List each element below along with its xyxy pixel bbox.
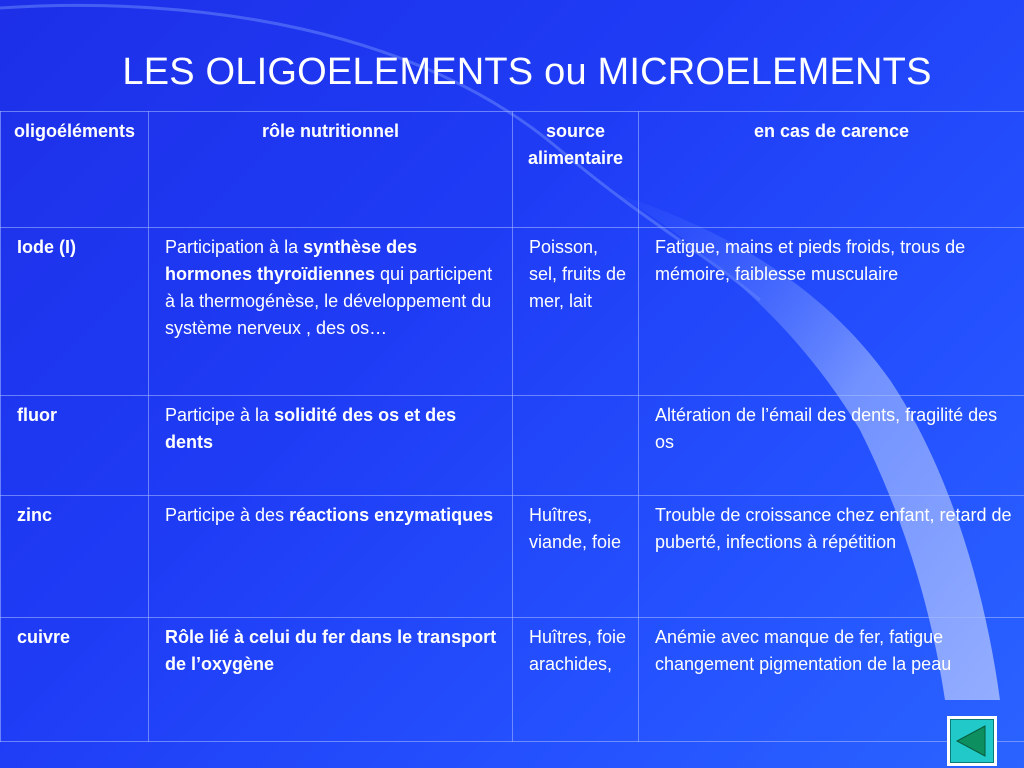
source-cell: Huîtres, foie arachides,	[513, 618, 639, 742]
slide-title: LES OLIGOELEMENTS ou MICROELEMENTS	[122, 51, 932, 93]
table-row	[1, 228, 1024, 396]
carence-cell: Trouble de croissance chez enfant, retard de puberté, infections à répétition	[639, 496, 1024, 618]
carence-cell: Fatigue, mains et pieds froids, trous de mémoire, faiblesse musculaire	[639, 228, 1024, 396]
element-cell: fluor	[1, 396, 149, 496]
header-role: rôle nutritionnel	[149, 112, 513, 228]
table-row	[1, 618, 1024, 742]
table-header-row	[1, 112, 1024, 228]
oligoelements-table	[0, 111, 1024, 742]
carence-cell: Altération de l’émail des dents, fragilité des os	[639, 396, 1024, 496]
back-button-face	[950, 719, 994, 763]
triangle-left-icon	[951, 720, 993, 762]
header-carence: en cas de carence	[639, 112, 1024, 228]
role-cell	[149, 618, 513, 742]
table-row	[1, 496, 1024, 618]
element-cell: Iode (I)	[1, 228, 149, 396]
header-oligoelements: oligoéléments	[1, 112, 149, 228]
header-source: source alimentaire	[513, 112, 639, 228]
role-text: Participe à la	[165, 405, 275, 425]
back-button[interactable]	[947, 716, 997, 766]
role-cell	[149, 496, 513, 618]
carence-cell: Anémie avec manque de fer, fatigue changement pigmentation de la peau	[639, 618, 1024, 742]
role-cell	[149, 228, 513, 396]
role-text: Participe à des	[165, 505, 290, 525]
role-cell	[149, 396, 513, 496]
role-bold-text: synthèse des hormones thyroïdiennes	[165, 237, 418, 284]
table-row	[1, 396, 1024, 496]
source-cell: Huîtres, viande, foie	[513, 496, 639, 618]
role-bold-text: réactions enzymatiques	[289, 505, 494, 525]
source-cell	[513, 396, 639, 496]
element-cell: zinc	[1, 496, 149, 618]
role-text: Participation à la	[165, 237, 304, 257]
role-bold-text: solidité des os et des dents	[165, 405, 457, 452]
source-cell: Poisson, sel, fruits de mer, lait	[513, 228, 639, 396]
role-bold-text: Rôle lié à celui du fer dans le transport de l’oxygène	[165, 627, 497, 674]
role-text-post: qui participent à la thermogénèse, le développement du système nerveux , des os…	[165, 264, 493, 338]
element-cell: cuivre	[1, 618, 149, 742]
